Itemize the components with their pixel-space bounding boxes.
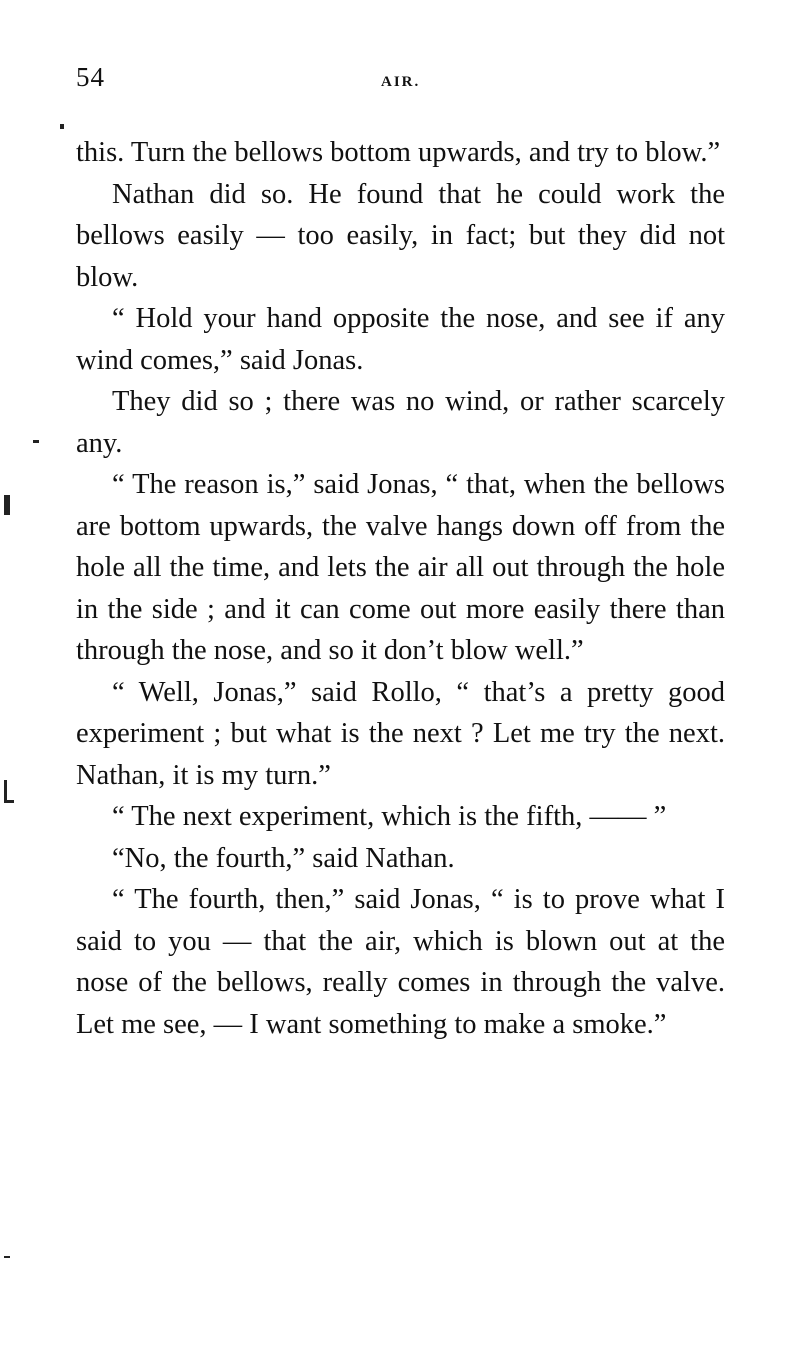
paragraph: “No, the fourth,” said Nathan. (112, 842, 455, 874)
margin-speck (4, 1256, 10, 1258)
paragraph: “ Hold your hand opposite the nose, and see if any wind comes,” said Jonas. (76, 303, 725, 376)
margin-speck (4, 780, 7, 800)
margin-speck (33, 440, 39, 443)
paragraph: this. Turn the bellows bottom upwards, and try to blow.” (76, 137, 721, 168)
margin-speck (4, 495, 10, 515)
margin-speck (60, 124, 64, 129)
paragraph: “ The fourth, then,” said Jonas, “ is to prove what I said to you — that the air, which is blown out at the nose of the bellows, really comes in through the valve. Let me see, — I want something to make a smoke.” (76, 884, 725, 1040)
page-body (76, 132, 725, 1045)
margin-speck (4, 800, 14, 803)
paragraph: They did so ; there was no wind, or rather scarcely any. (76, 386, 725, 459)
page-number: 54 (76, 62, 105, 92)
running-head: AIR. (381, 74, 421, 90)
paragraph: “ The next experiment, which is the fifth, —— ” (112, 801, 667, 832)
paragraph: “ Well, Jonas,” said Rollo, “ that’s a pretty good experiment ; but what is the next ? Let me try the next. Nathan, it is my turn.” (76, 676, 725, 791)
page-header (76, 62, 726, 102)
paragraph: Nathan did so. He found that he could work the bellows easily — too easily, in fact; but they did not blow. (76, 178, 725, 293)
paragraph: “ The reason is,” said Jonas, “ that, when the bellows are bottom upwards, the valve hangs down off from the hole all the time, and lets the air all out through the hole in the side ; and it can come out more easily there than through the nose, and so it don’t blow well.” (76, 469, 725, 666)
